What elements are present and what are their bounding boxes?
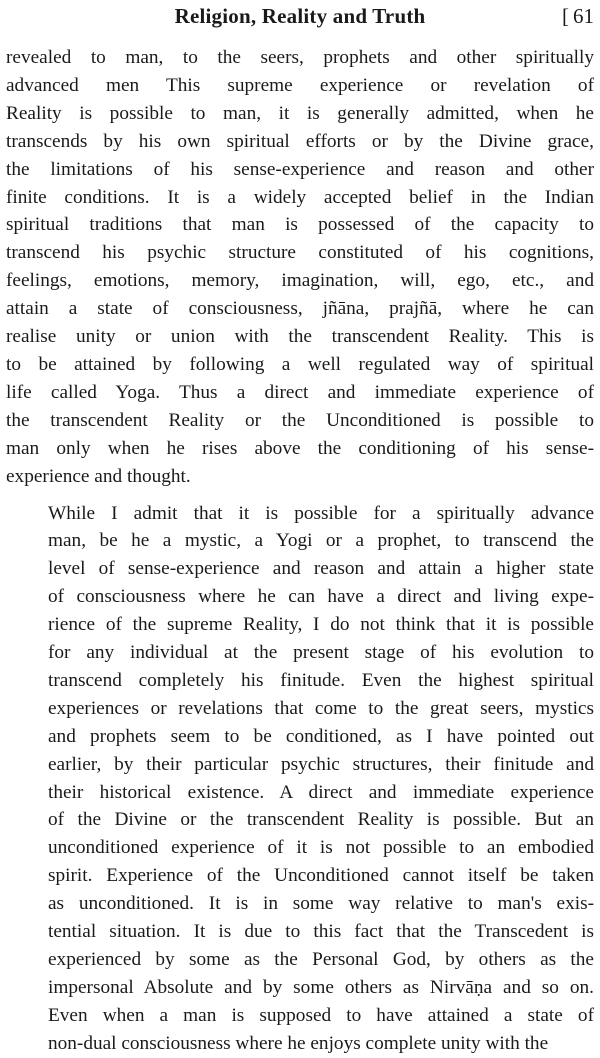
text-line: advanced men This supreme experience or revelation of: [6, 74, 594, 96]
text-line: of the Divine or the transcendent Reality is possible. But an: [48, 809, 594, 831]
text-line: the limitations of his sense-experience and reason and other: [6, 158, 594, 180]
text-line: for any individual at the present stage of his evolution to: [48, 642, 594, 664]
running-head: Religion, Reality and Truth: [174, 4, 426, 28]
paragraph-2: [6, 500, 594, 1058]
text-line: realise unity or union with the transcendent Reality. This is: [6, 326, 594, 348]
text-line: the transcendent Reality or the Unconditioned is possible to: [6, 409, 594, 431]
text-line: Even when a man is supposed to have attained a state of: [48, 1004, 594, 1026]
text-line: and prophets seem to be conditioned, as I have pointed out: [48, 725, 594, 747]
text-line: transcend completely his finitude. Even the highest spiritual: [48, 669, 594, 691]
text-line: as unconditioned. It is in some way relative to man's exis-: [48, 893, 594, 915]
text-line: spirit. Experience of the Unconditioned cannot itself be taken: [48, 865, 594, 887]
page-number-bracket: [: [562, 4, 569, 28]
text-line: feelings, emotions, memory, imagination, will, ego, etc., and: [6, 270, 594, 292]
text-line: rience of the supreme Reality, I do not think that it is possible: [48, 614, 594, 636]
text-line: level of sense-experience and reason and attain a higher state: [48, 558, 594, 580]
text-line: their historical existence. A direct and immediate experience: [48, 781, 594, 803]
text-line: While I admit that it is possible for a spiritually advance: [48, 502, 594, 524]
page-number-value: 61: [573, 4, 594, 28]
text-line: to be attained by following a well regulated way of spiritual: [6, 353, 594, 375]
text-line: unconditioned experience of it is not possible to an embodied: [48, 837, 594, 859]
text-line: man, be he a mystic, a Yogi or a prophet, to transcend the: [48, 530, 594, 552]
text-line: Reality is possible to man, it is generally admitted, when he: [6, 102, 594, 124]
text-line: finite conditions. It is a widely accepted belief in the Indian: [6, 186, 594, 208]
text-line: earlier, by their particular psychic structures, their finitude and: [48, 753, 594, 775]
text-line: transcends by his own spiritual efforts or by the Divine grace,: [6, 130, 594, 152]
text-line: transcend his psychic structure constituted of his cognitions,: [6, 242, 594, 264]
page-header: [0, 0, 600, 34]
paragraph-1: [6, 44, 594, 491]
text-line: attain a state of consciousness, jñāna, prajñā, where he can: [6, 298, 594, 320]
text-line: man only when he rises above the conditioning of his sense-: [6, 437, 594, 459]
text-line: of consciousness where he can have a direct and living expe-: [48, 586, 594, 608]
text-line: impersonal Absolute and by some others as Nirvāṇa and so on.: [48, 976, 594, 998]
text-line: life called Yoga. Thus a direct and immediate experience of: [6, 381, 594, 403]
text-line: spiritual traditions that man is possessed of the capacity to: [6, 214, 594, 236]
text-line: experienced by some as the Personal God, by others as the: [48, 949, 594, 970]
text-line: revealed to man, to the seers, prophets and other spiritually: [6, 47, 594, 68]
text-line: non-dual consciousness where he enjoys complete unity with the: [48, 1032, 549, 1054]
text-line: experience and thought.: [6, 465, 191, 487]
text-line: tential situation. It is due to this fact that the Transcedent is: [48, 921, 594, 943]
page-number: [562, 4, 594, 29]
text-line: experiences or revelations that come to the great seers, mystics: [48, 697, 594, 719]
body-text: [6, 44, 594, 1058]
